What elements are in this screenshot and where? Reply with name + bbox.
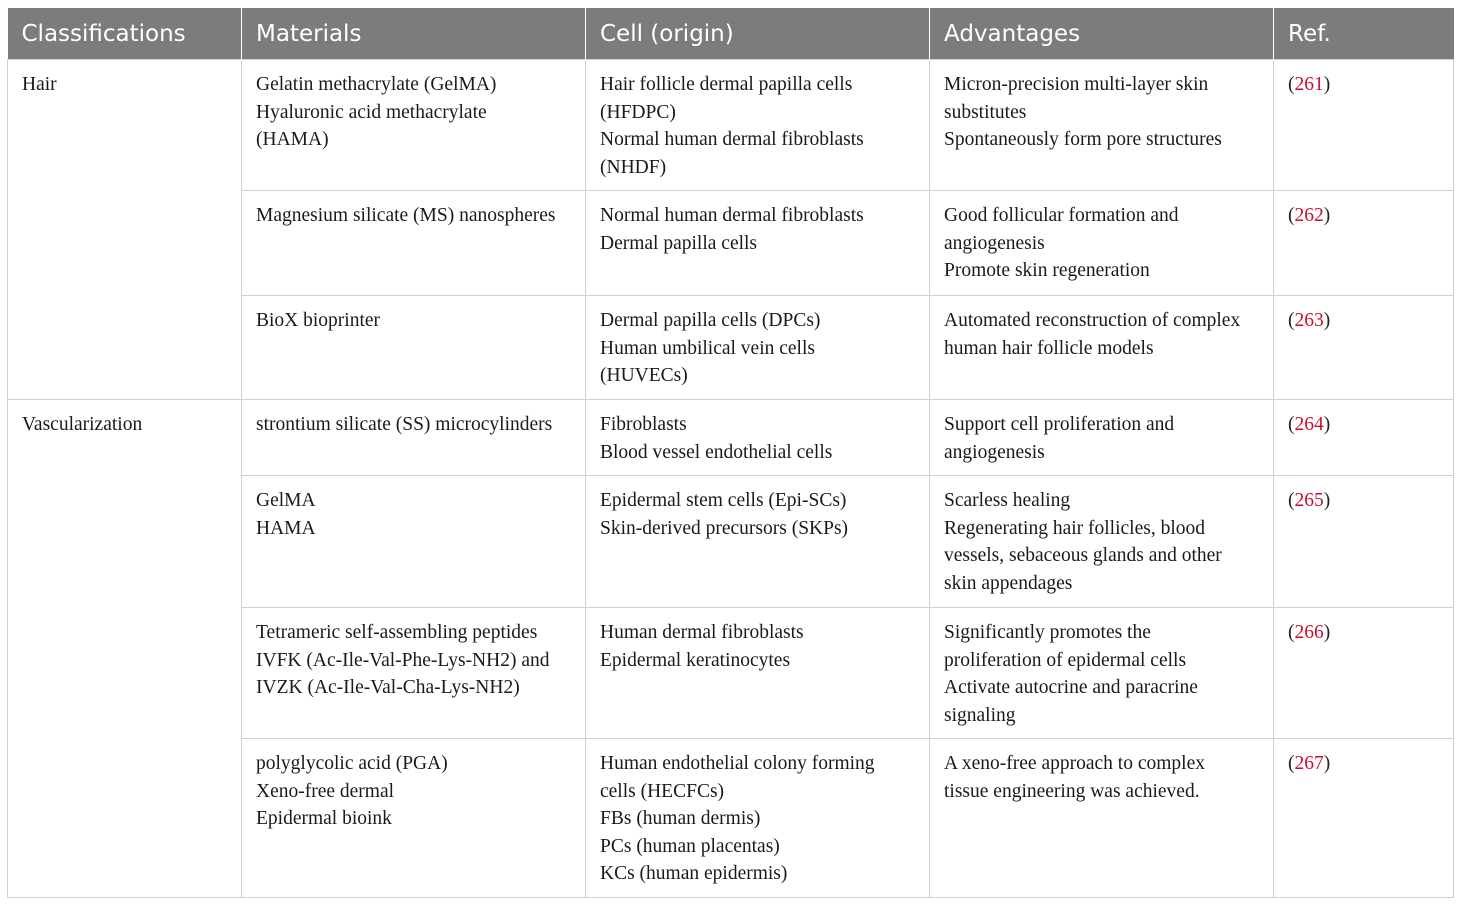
materials-line: Xeno-free dermal — [256, 780, 395, 802]
ref-link[interactable]: 266 — [1294, 622, 1324, 643]
advantages-line: Promote skin regeneration — [944, 260, 1150, 281]
materials-cell — [242, 60, 586, 191]
classification-cell — [8, 60, 242, 400]
ref-link[interactable]: 262 — [1294, 205, 1324, 226]
cells-line: Human endothelial colony forming — [600, 753, 875, 774]
cells-line: Epidermal stem cells (Epi-SCs) — [600, 490, 847, 511]
advantages-line: A xeno-free approach to complex — [944, 753, 1205, 774]
materials-cell — [242, 608, 586, 739]
advantages-line: Regenerating hair follicles, blood — [944, 517, 1206, 539]
header-row — [8, 8, 1454, 60]
advantages-line: Spontaneously form pore structures — [944, 129, 1222, 150]
materials-line: strontium silicate (SS) microcylinders — [256, 414, 553, 435]
cells-line: FBs (human dermis) — [600, 808, 761, 829]
cells-line: Epidermal keratinocytes — [600, 649, 791, 671]
advantages-line: substitutes — [944, 101, 1027, 123]
classification-cell — [8, 400, 242, 898]
ref-link[interactable]: 263 — [1294, 310, 1324, 331]
advantages-line: Support cell proliferation and — [944, 414, 1175, 435]
ref-cell: (266) — [1274, 608, 1454, 739]
header-cell-origin: Cell (origin) — [586, 8, 930, 60]
advantages-line: human hair follicle models — [944, 337, 1154, 359]
cells-line: Dermal papilla cells (DPCs) — [600, 310, 821, 331]
materials-line: Hyaluronic acid methacrylate — [256, 101, 487, 123]
advantages-cell — [930, 739, 1274, 898]
cells-line: Hair follicle dermal papilla cells — [600, 74, 853, 95]
materials-cell — [242, 296, 586, 400]
cells-line: Normal human dermal fibroblasts — [600, 205, 864, 226]
advantages-line: skin appendages — [944, 572, 1073, 594]
advantages-cell — [930, 191, 1274, 296]
ref-cell: (263) — [1274, 296, 1454, 400]
materials-cell — [242, 191, 586, 296]
classification-label: Vascularization — [22, 414, 143, 435]
ref-cell: (262) — [1274, 191, 1454, 296]
cells-line: Dermal papilla cells — [600, 232, 758, 254]
materials-line: Tetrameric self-assembling peptides — [256, 622, 538, 643]
materials-line: Epidermal bioink — [256, 808, 392, 829]
advantages-cell — [930, 60, 1274, 191]
advantages-cell — [930, 608, 1274, 739]
materials-line: IVFK (Ac-Ile-Val-Phe-Lys-NH2) and — [256, 649, 550, 671]
ref-cell: (265) — [1274, 476, 1454, 608]
materials-line: (HAMA) — [256, 129, 329, 150]
materials-cell — [242, 400, 586, 476]
materials-line: Magnesium silicate (MS) nanospheres — [256, 205, 556, 226]
ref-cell: (261) — [1274, 60, 1454, 191]
cells-cell — [586, 60, 930, 191]
materials-line: IVZK (Ac-Ile-Val-Cha-Lys-NH2) — [256, 677, 520, 698]
classification-label: Hair — [22, 74, 57, 95]
materials-line: GelMA — [256, 490, 316, 511]
cells-cell — [586, 191, 930, 296]
advantages-line: signaling — [944, 704, 1016, 726]
cells-cell — [586, 476, 930, 608]
header-ref: Ref. — [1274, 8, 1454, 60]
cells-line: Fibroblasts — [600, 414, 687, 435]
advantages-line: Good follicular formation and — [944, 205, 1179, 226]
cells-cell — [586, 296, 930, 400]
advantages-cell — [930, 296, 1274, 400]
advantages-line: tissue engineering was achieved. — [944, 780, 1200, 802]
advantages-line: vessels, sebaceous glands and other — [944, 545, 1222, 566]
advantages-line: Automated reconstruction of complex — [944, 310, 1241, 331]
materials-line: HAMA — [256, 517, 316, 539]
cells-cell — [586, 400, 930, 476]
advantages-line: Activate autocrine and paracrine — [944, 677, 1198, 698]
cells-line: Normal human dermal fibroblasts — [600, 129, 864, 150]
cells-line: KCs (human epidermis) — [600, 863, 788, 884]
cells-line: Blood vessel endothelial cells — [600, 441, 833, 463]
cells-line: Skin-derived precursors (SKPs) — [600, 517, 849, 539]
header-materials: Materials — [242, 8, 586, 60]
cells-line: (NHDF) — [600, 156, 667, 178]
cells-line: PCs (human placentas) — [600, 835, 780, 857]
materials-cell — [242, 476, 586, 608]
cells-line: Human umbilical vein cells — [600, 337, 815, 359]
cells-line: Human dermal fibroblasts — [600, 622, 804, 643]
cells-line: (HFDPC) — [600, 101, 676, 123]
table-row — [8, 400, 1454, 476]
materials-cell — [242, 739, 586, 898]
ref-link[interactable]: 261 — [1294, 74, 1324, 95]
advantages-cell — [930, 400, 1274, 476]
ref-cell: (267) — [1274, 739, 1454, 898]
ref-link[interactable]: 267 — [1294, 753, 1324, 774]
cells-line: cells (HECFCs) — [600, 780, 725, 802]
ref-link[interactable]: 265 — [1294, 490, 1324, 511]
materials-line: Gelatin methacrylate (GelMA) — [256, 74, 497, 95]
advantages-line: Micron-precision multi-layer skin — [944, 74, 1209, 95]
cells-line: (HUVECs) — [600, 365, 688, 386]
materials-line: BioX bioprinter — [256, 310, 381, 331]
advantages-line: proliferation of epidermal cells — [944, 649, 1187, 671]
materials-line: polyglycolic acid (PGA) — [256, 753, 448, 774]
advantages-line: angiogenesis — [944, 232, 1045, 254]
advantages-cell — [930, 476, 1274, 608]
cells-cell — [586, 739, 930, 898]
header-advantages: Advantages — [930, 8, 1274, 60]
cells-cell — [586, 608, 930, 739]
ref-link[interactable]: 264 — [1294, 414, 1324, 435]
advantages-line: Scarless healing — [944, 490, 1071, 511]
header-classifications: Classifications — [8, 8, 242, 60]
table-row — [8, 60, 1454, 191]
data-table — [7, 8, 1454, 898]
ref-cell: (264) — [1274, 400, 1454, 476]
advantages-line: angiogenesis — [944, 441, 1045, 463]
advantages-line: Significantly promotes the — [944, 622, 1151, 643]
